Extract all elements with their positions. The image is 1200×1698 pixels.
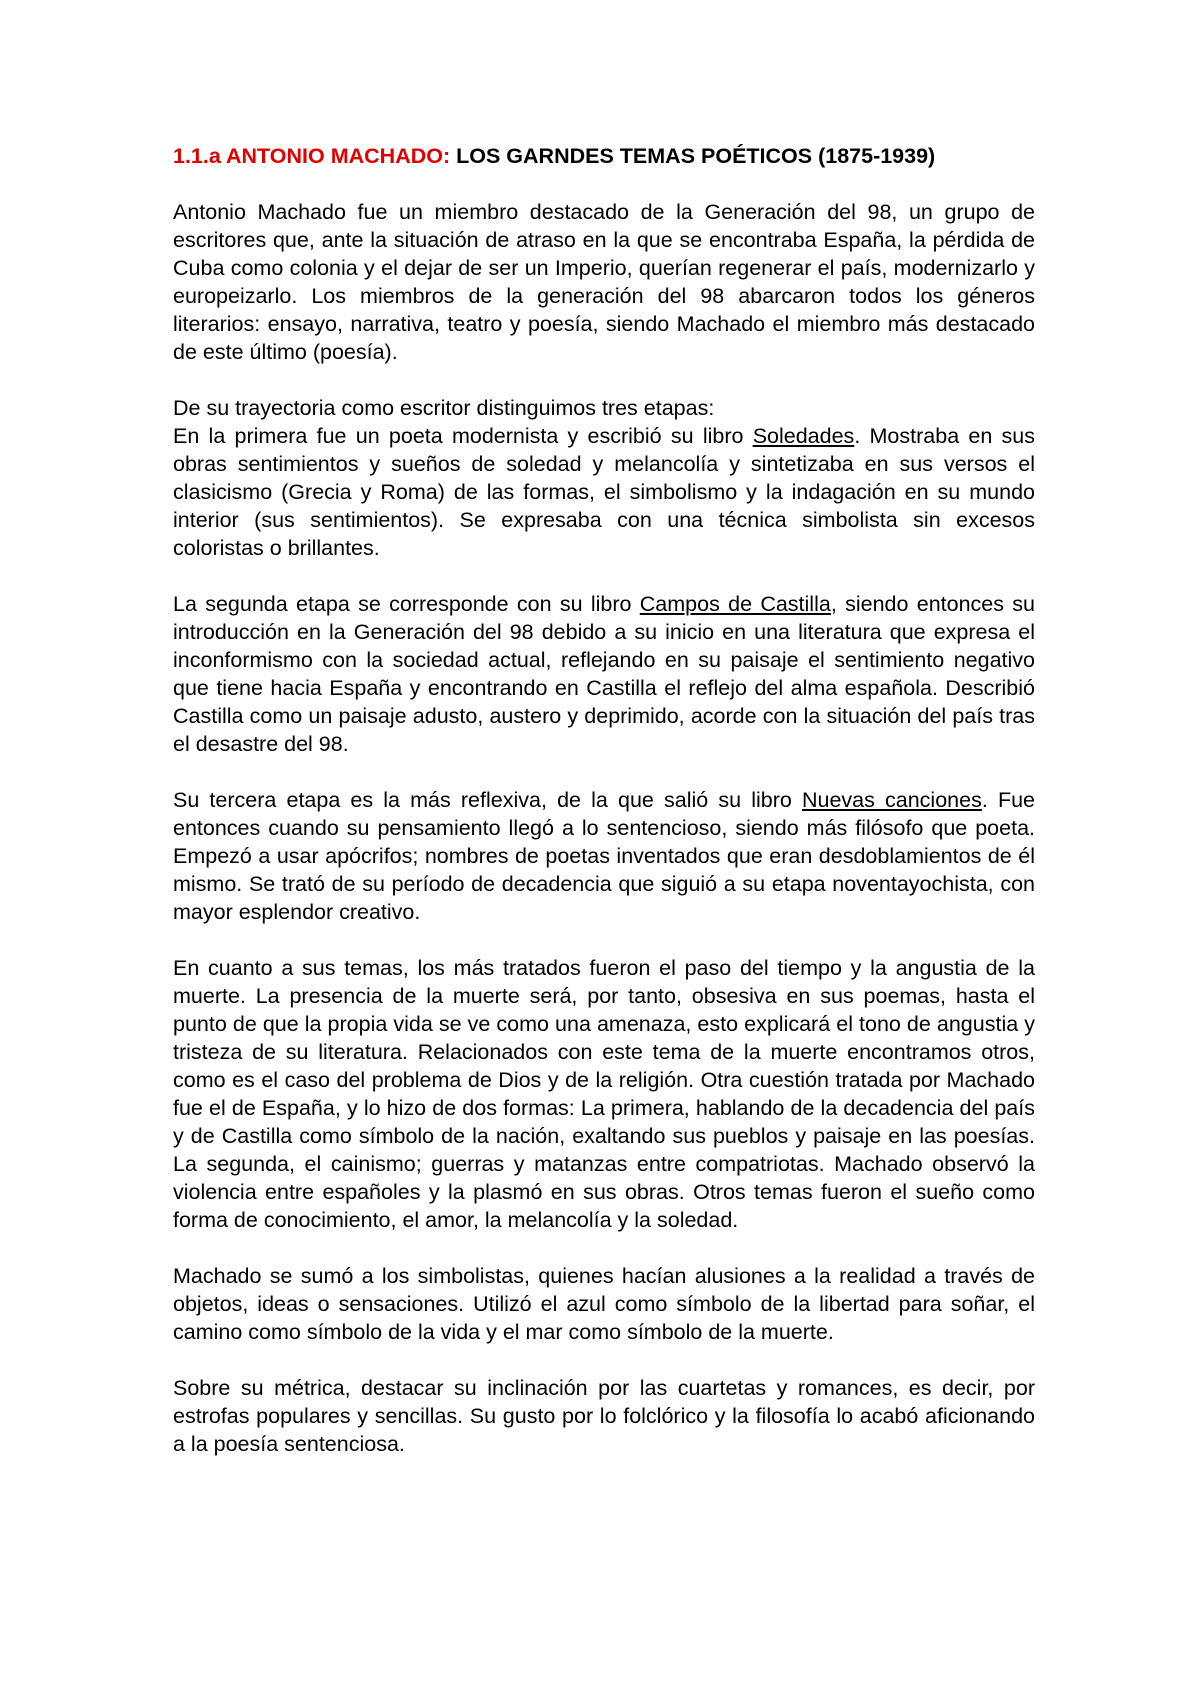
paragraph-generation-98: Antonio Machado fue un miembro destacado de la Generación del 98, un grupo de escritores que, ante la situación de atraso en la que se encontraba España, la pérdida de Cuba como colonia y el dejar de ser un Imperio, querían regenerar el país, modernizarlo y europeizarlo. Los miembros de la generación del 98 abarcaron todos los géneros literarios: ensayo, narrativa, teatro y poesía, siendo Machado el miembro más destacado de este último (poesía). (173, 200, 1035, 364)
document-page (173, 142, 1035, 1486)
book-title-nuevas-canciones: Nuevas canciones (801, 788, 982, 812)
third-stage-text-b: . Fue entonces cuando su pensamiento llegó a lo sentencioso, siendo más filósofo que poeta. Empezó a usar apócrifos; nombres de poetas inventados que eran desdoblamientos de él mismo. Se trató de su período de decadencia que siguió a su etapa noventayochista, con mayor esplendor creativo. (173, 788, 1036, 924)
paragraph-metrics: Sobre su métrica, destacar su inclinación por las cuartetas y romances, es decir, por estrofas populares y sencillas. Su gusto por lo folclórico y la filosofía lo acabó aficionando a la poesía sentenciosa. (173, 1376, 1035, 1456)
paragraph-third-stage (173, 786, 1035, 926)
first-stage-text-b: . Mostraba en sus obras sentimientos y sueños de soledad y melancolía y sintetizaba en sus versos el clasicismo (Grecia y Roma) de las formas, el simbolismo y la indagación en su mundo interior (sus sentimientos). Se expresaba con una técnica simbolista sin excesos coloristas o brillantes. (173, 424, 1035, 560)
paragraph-themes: En cuanto a sus temas, los más tratados fueron el paso del tiempo y la angustia de la muerte. La presencia de la muerte será, por tanto, obsesiva en sus poemas, hasta el punto de que la propia vida se ve como una amenaza, esto explicará el tono de angustia y tristeza de su literatura. Relacionados con este tema de la muerte encontramos otros, como es el caso del problema de Dios y de la religión. Otra cuestión tratada por Machado fue el de España, y lo hizo de dos formas: La primera, hablando de la decadencia del país y de Castilla como símbolo de la nación, exaltando sus pueblos y paisaje en las poesías. La segunda, el cainismo; guerras y matanzas entre compatriotas. Machado observó la violencia entre españoles y la plasmó en sus obras. Otros temas fueron el sueño como forma de conocimiento, el amor, la melancolía y la soledad. (173, 956, 1035, 1232)
paragraph-symbolism: Machado se sumó a los simbolistas, quienes hacían alusiones a la realidad a través de objetos, ideas o sensaciones. Utilizó el azul como símbolo de la libertad para soñar, el camino como símbolo de la vida y el mar como símbolo de la muerte. (173, 1264, 1035, 1344)
paragraph-second-stage (173, 590, 1035, 758)
title-section-number: 1.1.a ANTONIO MACHADO: (173, 144, 451, 168)
third-stage-text-a: Su tercera etapa es la más reflexiva, de la que salió su libro (173, 788, 802, 812)
book-title-soledades: Soledades (752, 424, 855, 448)
document-title (173, 142, 1035, 170)
book-title-campos-de-castilla: Campos de Castilla (639, 592, 831, 616)
paragraph-first-stage (173, 422, 1035, 562)
first-stage-text-a: En la primera fue un poeta modernista y escribió su libro (173, 424, 753, 448)
title-heading-text: LOS GARNDES TEMAS POÉTICOS (1875-1939) (456, 144, 936, 168)
second-stage-text-a: La segunda etapa se corresponde con su libro (173, 592, 640, 616)
paragraph-stages-intro: De su trayectoria como escritor distinguimos tres etapas: (173, 396, 715, 420)
second-stage-text-b: , siendo entonces su introducción en la Generación del 98 debido a su inicio en una literatura que expresa el inconformismo con la sociedad actual, reflejando en su paisaje el sentimiento negativo que tiene hacia España y encontrando en Castilla el reflejo del alma española. Describió Castilla como un paisaje adusto, austero y deprimido, acorde con la situación del país tras el desastre del 98. (173, 592, 1035, 756)
